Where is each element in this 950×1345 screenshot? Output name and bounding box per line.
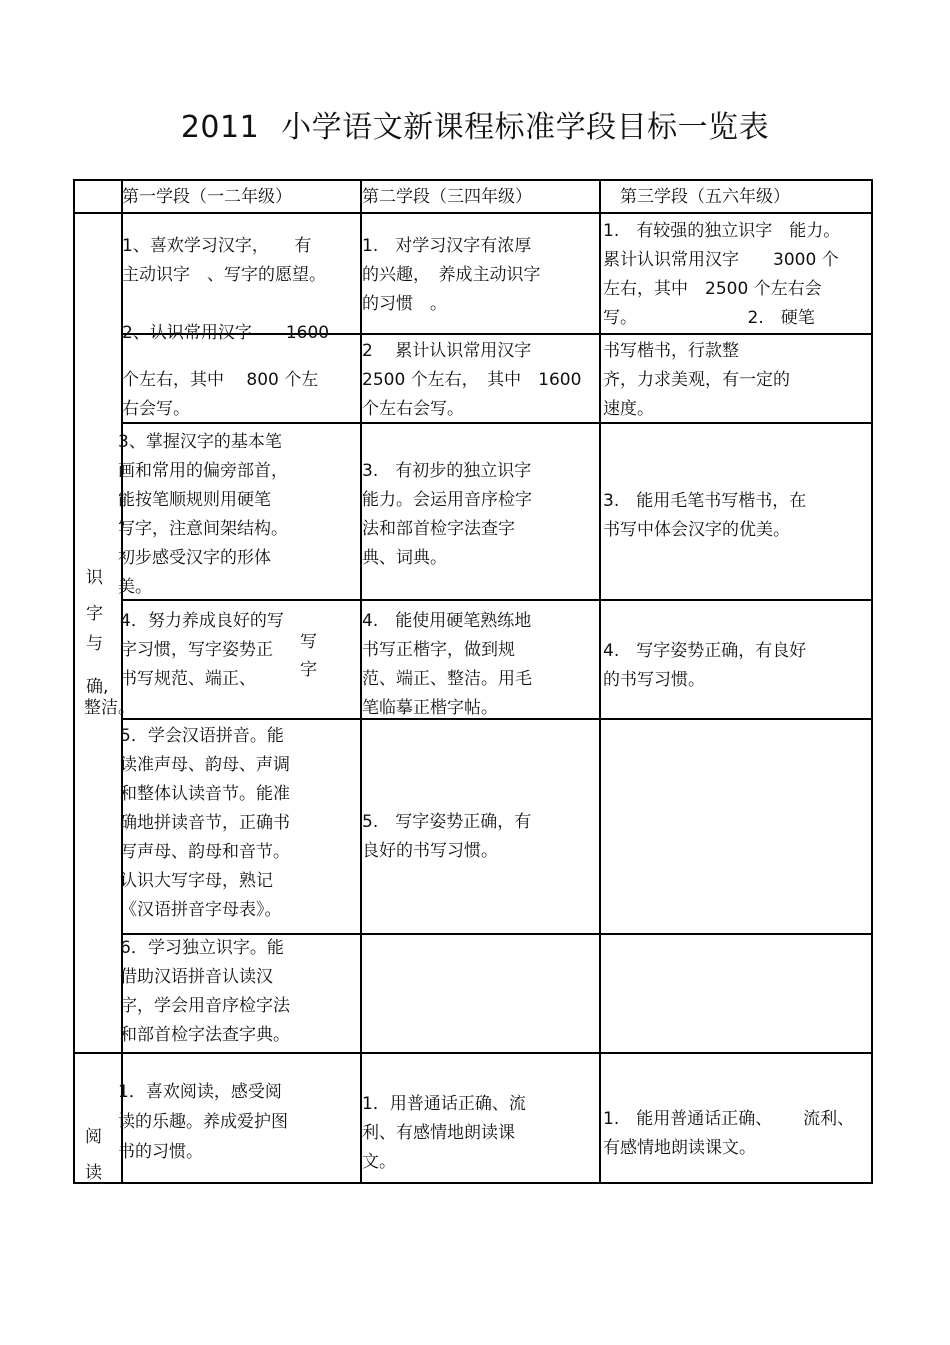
header-stage-2: 第二学段（三四年级） (362, 187, 532, 207)
table-border-right (871, 179, 873, 1184)
table-cell-r4-c1-extra: 写 字 (300, 632, 317, 680)
table-cell-r5-c1: 5．学会汉语拼音。能 读准声母、韵母、声调 和整体认读音节。能准 确地拼读音节，正确书 写声母、韵母和音节。 认识大写字母，熟记 《汉语拼音字母表》。 (120, 726, 290, 920)
category-label-literacy-4: 确, (86, 677, 109, 697)
table-cell-r3-c1: 3、掌握汉字的基本笔 画和常用的偏旁部首， 能按笔顺规则用硬笔 写字，注意间架结构。 初步感受汉字的形体 美。 (118, 432, 288, 597)
table-cell-r7-c2: 1．用普通话正确、流 利、有感情地朗读课 文。 (362, 1094, 526, 1172)
table-cell-r3-c2: 3. 有初步的独立识字 能力。会运用音序检字 法和部首检字法查字 典、词典。 (362, 461, 532, 568)
table-cell-r1-c2: 1. 对学习汉字有浓厚 的兴趣， 养成主动识字 的习惯 。 (362, 236, 541, 314)
table-border-bottom (73, 1182, 873, 1184)
table-cell-r5-c2: 5. 写字姿势正确，有 良好的书写习惯。 (362, 812, 532, 861)
header-stage-3: 第三学段（五六年级） (620, 187, 790, 207)
col-divider (599, 179, 601, 1184)
table-cell-r4-c2: 4. 能使用硬笔熟练地 书写正楷字，做到规 范、端正、整洁。用毛 笔临摹正楷字帖。 (362, 611, 532, 718)
table-cell-r1-c1: 1、喜欢学习汉字， 有 主动识字 、写字的愿望。 2、认识常用汉字 1600 (122, 236, 330, 343)
table-cell-r4-c1: 4．努力养成良好的写 字习惯，写字姿势正 书写规范、端正、 (120, 611, 284, 689)
table-cell-r7-c1: 1．喜欢阅读，感受阅 读的乐趣。养成爱护图 书的习惯。 (118, 1082, 288, 1162)
row-divider (73, 1052, 873, 1054)
title-text: 小学语文新课程标准学段目标一览表 (281, 110, 770, 145)
table-cell-r1-c3: 1. 有较强的独立识字 能力。 累计认识常用汉字 3000 个 左右，其中 2500 个左右会 写。 2. 硬笔 (603, 221, 841, 328)
table-cell-r7-c3: 1. 能用普通话正确、 流利、 有感情地朗读课文。 (603, 1109, 855, 1158)
table-cell-r2-c2: 2 累计认识常用汉字 2500 个左右， 其中 1600 个左右会写。 (362, 341, 582, 419)
category-label-literacy-1: 识 (86, 568, 103, 588)
title-year: 2011 (180, 110, 260, 145)
table-cell-r3-c3: 3. 能用毛笔书写楷书，在 书写中体会汉字的优美。 (603, 491, 807, 540)
table-cell-r2-c3: 书写楷书，行款整 齐，力求美观，有一定的 速度。 (603, 341, 790, 419)
table-border-left (73, 179, 75, 1184)
table-cell-r4-c3: 4. 写字姿势正确，有良好 的书写习惯。 (603, 641, 807, 690)
row-divider (73, 212, 873, 214)
header-stage-1: 第一学段（一二年级） (122, 187, 292, 207)
category-label-literacy-5: 整洁。 (84, 698, 135, 718)
table-cell-r2-c1: 个左右，其中 800 个左 右会写。 (122, 370, 319, 419)
table-cell-r6-c1: 6．学习独立识字。能 借助汉语拼音认读汉 字，学会用音序检字法 和部首检字法查字典。 (120, 938, 290, 1045)
category-label-literacy-2: 字 (86, 604, 103, 624)
category-label-literacy-3: 与 (86, 634, 103, 654)
category-label-reading-2: 读 (85, 1163, 102, 1183)
category-label-reading-1: 阅 (85, 1127, 102, 1147)
table-border-top (73, 179, 873, 181)
